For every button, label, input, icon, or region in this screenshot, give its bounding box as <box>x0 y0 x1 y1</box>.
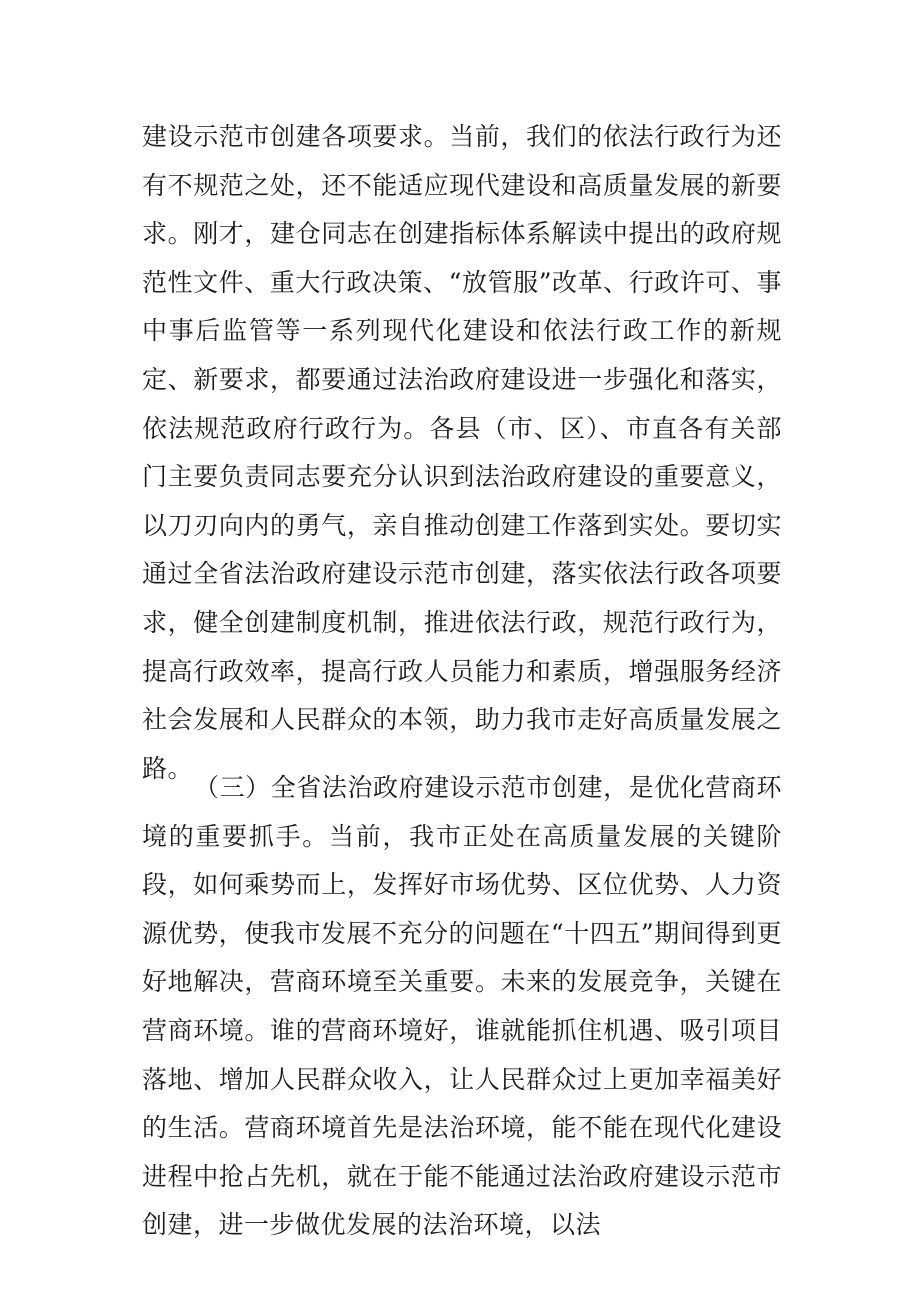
paragraph-section-three: （三）全省法治政府建设示范市创建，是优化营商环境的重要抓手。当前，我市正处在高质量发展的关键阶段，如何乘势而上，发挥好市场优势、区位优势、人力资源优势，使我市发展不充分的问题在“十四五”期间得到更好地解决，营商环境至关重要。未来的发展竞争，关键在营商环境。谁的营商环境好，谁就能抓住机遇、吸引项目落地、增加人民群众收入，让人民群众过上更加幸福美好的生活。营商环境首先是法治环境，能不能在现代化建设进程中抢占先机，就在于能不能通过法治政府建设示范市创建，进一步做优发展的法治环境，以法 <box>142 773 782 1240</box>
paragraph-continued: 建设示范市创建各项要求。当前，我们的依法行政行为还有不规范之处，还不能适应现代建设和高质量发展的新要求。刚才，建仓同志在创建指标体系解读中提出的政府规范性文件、重大行政决策、“放管服”改革、行政许可、事中事后监管等一系列现代化建设和依法行政工作的新规定、新要求，都要通过法治政府建设进一步强化和落实，依法规范政府行政行为。各县（市、区）、市直各有关部门主要负责同志要充分认识到法治政府建设的重要意义，以刀刃向内的勇气，亲自推动创建工作落到实处。要切实通过全省法治政府建设示范市创建，落实依法行政各项要求，健全创建制度机制，推进依法行政，规范行政行为，提高行政效率，提高行政人员能力和素质，增强服务经济社会发展和人民群众的本领，助力我市走好高质量发展之路。 <box>142 122 782 783</box>
